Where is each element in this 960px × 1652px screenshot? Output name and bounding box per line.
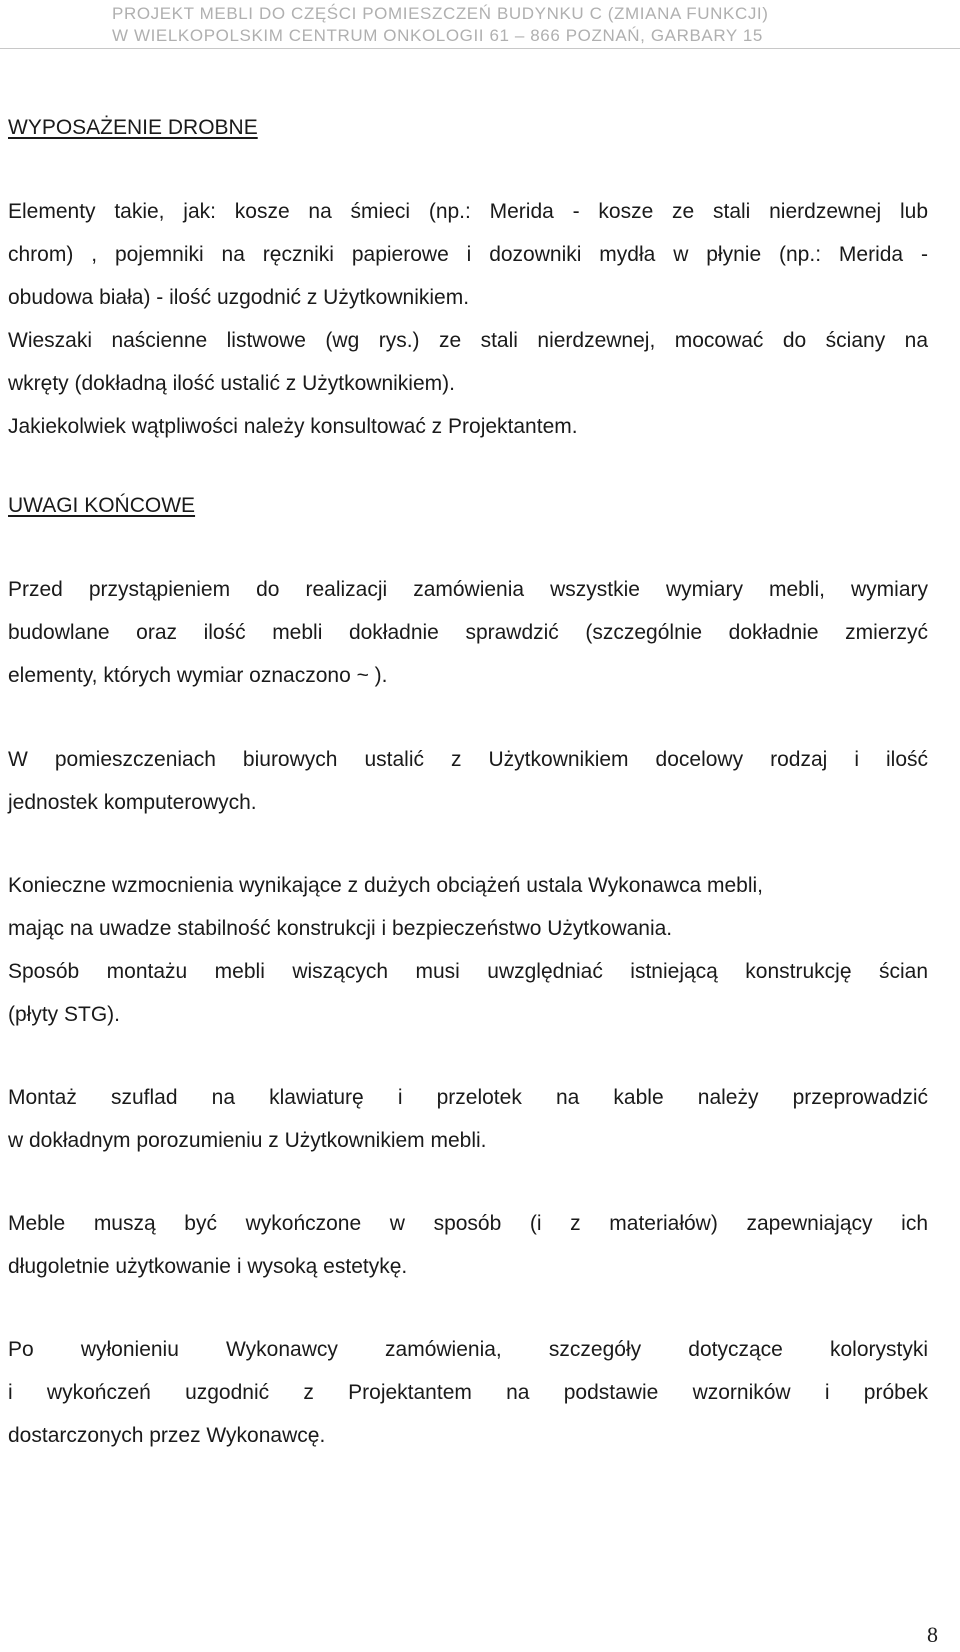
text-line: wkręty (dokładną ilość ustalić z Użytkownikiem). <box>8 372 455 395</box>
text-line: dostarczonych przez Wykonawcę. <box>8 1424 326 1447</box>
header-address: W WIELKOPOLSKIM CENTRUM ONKOLOGII 61 – 866 POZNAŃ, GARBARY 15 <box>112 26 763 45</box>
section-heading-wyposazenie: WYPOSAŻENIE DROBNE <box>8 116 258 139</box>
text-line: Meble muszą być wykończone w sposób (i z materiałów) zapewniający ich <box>8 1212 928 1235</box>
text-line: i wykończeń uzgodnić z Projektantem na podstawie wzorników i próbek <box>8 1381 928 1404</box>
text-line: chrom) , pojemniki na ręczniki papierowe i dozowniki mydła w płynie (np.: Merida - <box>8 243 928 266</box>
text-line: (płyty STG). <box>8 1003 121 1026</box>
page-number: 8 <box>927 1622 938 1647</box>
text-line: Jakiekolwiek wątpliwości należy konsultować z Projektantem. <box>8 415 578 438</box>
text-line: w dokładnym porozumieniu z Użytkownikiem mebli. <box>8 1129 487 1152</box>
text-line: Konieczne wzmocnienia wynikające z dużych obciążeń ustala Wykonawca mebli, <box>8 874 764 897</box>
text-line: Sposób montażu mebli wiszących musi uwzględniać istniejącą konstrukcję ścian <box>8 960 928 983</box>
header-divider <box>0 48 960 49</box>
text-line: jednostek komputerowych. <box>8 791 257 814</box>
page-header <box>0 2 960 50</box>
paragraph-wykonczenie <box>8 1202 928 1288</box>
text-line: Przed przystąpieniem do realizacji zamówienia wszystkie wymiary mebli, wymiary <box>8 578 928 601</box>
text-line: Montaż szuflad na klawiaturę i przelotek na kable należy przeprowadzić <box>8 1086 928 1109</box>
text-line: mając na uwadze stabilność konstrukcji i bezpieczeństwo Użytkowania. <box>8 917 673 940</box>
paragraph-komputery <box>8 738 928 824</box>
header-project-title: PROJEKT MEBLI DO CZĘŚCI POMIESZCZEŃ BUDYNKU C (ZMIANA FUNKCJI) <box>112 4 769 23</box>
paragraph-kolorystyka <box>8 1328 928 1457</box>
paragraph-montaz-szuflad <box>8 1076 928 1162</box>
text-line: W pomieszczeniach biurowych ustalić z Użytkownikiem docelowy rodzaj i ilość <box>8 748 928 771</box>
text-line: Elementy takie, jak: kosze na śmieci (np.: Merida - kosze ze stali nierdzewnej lub <box>8 200 928 223</box>
paragraph-wyposazenie <box>8 190 928 448</box>
paragraph-wzmocnienia <box>8 864 928 1036</box>
paragraph-wymiary <box>8 568 928 697</box>
text-line: elementy, których wymiar oznaczono ~ ). <box>8 664 388 687</box>
section-heading-uwagi: UWAGI KOŃCOWE <box>8 494 196 517</box>
text-line: Wieszaki naścienne listwowe (wg rys.) ze stali nierdzewnej, mocować do ściany na <box>8 329 928 352</box>
text-line: obudowa biała) - ilość uzgodnić z Użytkownikiem. <box>8 286 470 309</box>
text-line: Po wyłonieniu Wykonawcy zamówienia, szczegóły dotyczące kolorystyki <box>8 1338 928 1361</box>
text-line: budowlane oraz ilość mebli dokładnie sprawdzić (szczególnie dokładnie zmierzyć <box>8 621 928 644</box>
text-line: długoletnie użytkowanie i wysoką estetykę. <box>8 1255 408 1278</box>
